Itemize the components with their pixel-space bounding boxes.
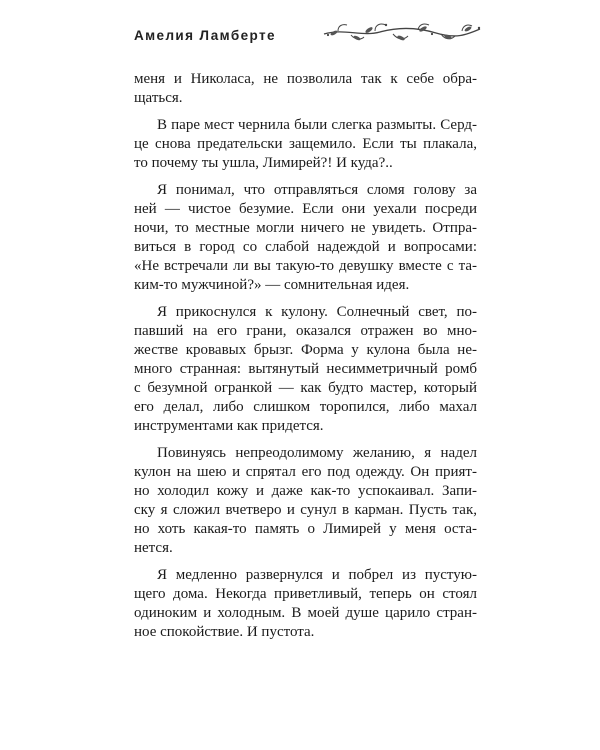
floral-ornament-icon — [320, 20, 484, 46]
text-line: Повинуясь непреодолимому желанию, я надел — [157, 445, 477, 461]
running-header — [134, 28, 479, 48]
text-line: Я понимал, что отправляться сломя голову за — [157, 182, 477, 198]
text-line: Я медленно развернулся и побрел из пустую- — [157, 567, 477, 583]
text-line: це снова предательски защемило. Если ты плакала, — [134, 136, 477, 152]
text-line: виться в город со слабой надеждой и вопросами: — [134, 239, 477, 255]
text-line: жестве кровавых брызг. Форма у кулона была не- — [134, 342, 477, 358]
text-line: «Не встречали ли вы такую-то девушку вместе с та- — [134, 258, 477, 274]
author-name: Амелия Ламберте — [134, 28, 276, 43]
text-line: кулон на шею и спрятал его под одежду. Он прият- — [134, 464, 477, 480]
text-line: много странная: вытянутый несимметричный ромб — [134, 361, 477, 377]
paragraph-2 — [134, 116, 477, 173]
text-line: ночи, то местные могли ничего не увидеть. Отпра- — [134, 220, 477, 236]
text-line: то почему ты ушла, Лимирей?! И куда?.. — [134, 155, 393, 171]
text-line: с безумной огранкой — как будто мастер, который — [134, 380, 477, 396]
text-line: ким-то мужчиной?» — сомнительная идея. — [134, 277, 410, 293]
text-line: павший на его грани, оказался отражен во мно- — [134, 323, 477, 339]
paragraph-6 — [134, 566, 477, 642]
paragraph-4 — [134, 303, 477, 436]
body-text — [134, 70, 477, 650]
text-line: Я прикоснулся к кулону. Солнечный свет, по- — [157, 304, 477, 320]
text-line: одиноким и холодным. В моей душе царило стран- — [134, 605, 477, 621]
text-line: нется. — [134, 540, 173, 556]
text-line: В паре мест чернила были слегка размыты. Серд- — [157, 117, 477, 133]
text-line: щего дома. Некогда приветливый, теперь он стоял — [134, 586, 477, 602]
text-line: щаться. — [134, 90, 183, 106]
paragraph-1 — [134, 70, 477, 108]
text-line: но хоть какая-то память о Лимирей у меня оста- — [134, 521, 477, 537]
text-line: но холодил кожу и даже как-то успокаивал. Запи- — [134, 483, 477, 499]
text-line: меня и Николаса, не позволила так к себе обра- — [134, 71, 477, 87]
text-line: ску я сложил вчетверо и сунул в карман. Пусть так, — [134, 502, 477, 518]
text-line: его делал, либо слишком торопился, либо махал — [134, 399, 477, 415]
paragraph-5 — [134, 444, 477, 558]
paragraph-3 — [134, 181, 477, 295]
text-line: ное спокойствие. И пустота. — [134, 624, 315, 640]
text-line: ней — чистое безумие. Если они уехали посреди — [134, 201, 477, 217]
text-line: инструментами как придется. — [134, 418, 324, 434]
